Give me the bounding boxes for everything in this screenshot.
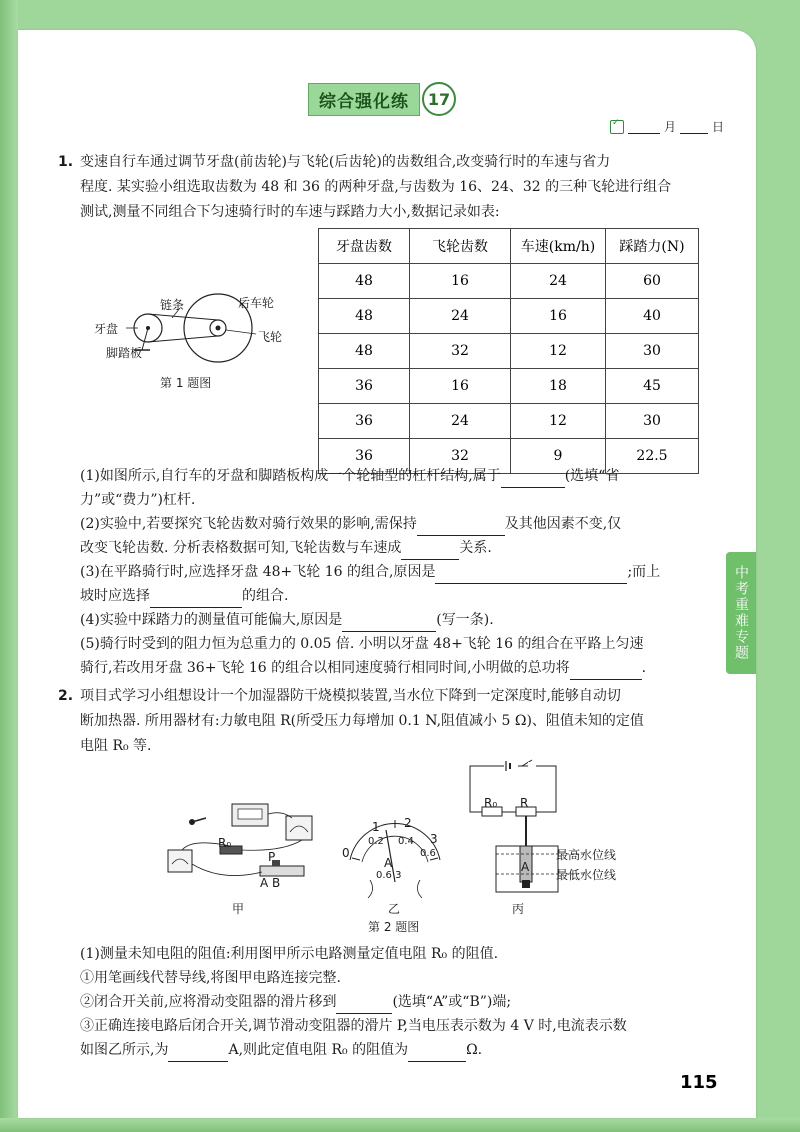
table-cell: 32	[410, 439, 511, 474]
q1-part1-blank[interactable]	[501, 474, 565, 488]
q2-part1: (1)测量未知电阻的阻值:利用图甲所示电路测量定值电阻 R₀ 的阻值.	[80, 946, 499, 962]
fig1-caption: 第 1 题图	[160, 376, 212, 390]
q1-part3-line1: (3)在平路骑行时,应选择牙盘 48+飞轮 16 的组合,原因是 ;而上	[80, 560, 660, 584]
fig2-c-a: A	[521, 860, 530, 874]
q1-stem-line2: 程度. 某实验小组选取齿数为 48 和 36 的两种牙盘,与齿数为 16、24、32 的三种飞轮进行组合	[80, 179, 672, 195]
table-cell: 48	[319, 299, 410, 334]
q1-part2-line1: (2)实验中,若要探究飞轮齿数对骑行效果的影响,需保持 及其他因素不变,仅	[80, 512, 621, 536]
month-blank[interactable]	[628, 120, 660, 134]
fig2-a-label: 甲	[232, 902, 245, 916]
table-row	[319, 264, 699, 299]
q1-part4-blank[interactable]	[342, 618, 436, 632]
q1-part3-line2: 坡时应选择 的组合.	[80, 584, 288, 608]
fig2-c-label: 丙	[512, 902, 525, 916]
table-cell: 12	[511, 404, 606, 439]
side-tab: 中考重难专题	[726, 552, 756, 674]
table-cell: 48	[319, 264, 410, 299]
table-cell: 12	[511, 334, 606, 369]
meter-tick: 0.6	[420, 848, 436, 859]
q2-current-blank[interactable]	[168, 1048, 228, 1062]
date-field	[610, 118, 724, 135]
table-cell: 30	[606, 334, 699, 369]
table-cell: 36	[319, 404, 410, 439]
section-title	[308, 84, 464, 114]
calendar-icon	[610, 120, 624, 134]
q2-stem-line1: 项目式学习小组想设计一个加湿器防干烧模拟装置,当水位下降到一定深度时,能够自动切	[80, 688, 621, 704]
table-cell: 48	[319, 334, 410, 369]
q2-resistance-blank[interactable]	[408, 1048, 466, 1062]
fig2-apparatus	[162, 802, 332, 892]
q1-part2-blank1[interactable]	[417, 522, 505, 536]
month-label: 月	[664, 120, 677, 134]
q1-part1-line1: (1)如图所示,自行车的牙盘和脚踏板构成一个轮轴型的杠杆结构,属于 (选填“省	[80, 464, 619, 488]
q1-part4: (4)实验中踩踏力的测量值可能偏大,原因是 (写一条).	[80, 608, 494, 632]
q2-step2: ②闭合开关前,应将滑动变阻器的滑片移到 (选填“A”或“B”)端;	[80, 990, 511, 1014]
title-number: 17	[422, 82, 456, 116]
q1-part3-blank2[interactable]	[150, 594, 242, 608]
table-header: 飞轮齿数	[410, 229, 511, 264]
q1-part5-blank[interactable]	[570, 666, 642, 680]
day-blank[interactable]	[680, 120, 708, 134]
q1-number: 1.	[58, 154, 74, 170]
q2-stem-line2: 断加热器. 所用器材有:力敏电阻 R(所受压力每增加 0.1 N,阻值减小 5 Ω)、阻值未知的定值	[80, 713, 644, 729]
table-cell: 16	[410, 369, 511, 404]
fig2-water-circuit	[466, 762, 566, 898]
fig2-a-ab: A B	[260, 876, 281, 890]
q1-part1-line2: 力”或“费力”)杠杆.	[80, 492, 196, 508]
meter-tick: 1	[372, 820, 380, 834]
day-label: 日	[712, 120, 725, 134]
table-cell: 16	[410, 264, 511, 299]
q2-number: 2.	[58, 688, 74, 704]
table-row	[319, 299, 699, 334]
table-cell: 30	[606, 404, 699, 439]
table-cell: 45	[606, 369, 699, 404]
q2-step3-line1: ③正确连接电路后闭合开关,调节滑动变阻器的滑片 P,当电压表示数为 4 V 时,电流表示数	[80, 1018, 627, 1034]
table-cell: 16	[511, 299, 606, 334]
meter-unit: A	[384, 856, 393, 870]
table-row	[319, 369, 699, 404]
table-header: 踩踏力(N)	[606, 229, 699, 264]
q1-stem-line3: 测试,测量不同组合下匀速骑行时的车速与踩踏力大小,数据记录如表:	[80, 204, 500, 220]
table-cell: 18	[511, 369, 606, 404]
table-cell: 36	[319, 439, 410, 474]
meter-tick: 0.2	[368, 836, 384, 847]
table-cell: 9	[511, 439, 606, 474]
fig2-caption: 第 2 题图	[368, 920, 420, 934]
page-number: 115	[680, 1072, 718, 1093]
meter-tick: 0.4	[398, 836, 414, 847]
title-text: 综合强化练	[308, 83, 420, 116]
table-cell: 36	[319, 369, 410, 404]
q2-step1: ①用笔画线代替导线,将图甲电路连接完整.	[80, 970, 341, 986]
table-cell: 24	[410, 404, 511, 439]
q1-part5-line2: 骑行,若改用牙盘 36+飞轮 16 的组合以相同速度骑行相同时间,小明做的总功将 .	[80, 656, 646, 680]
fig2-a-p: P	[268, 850, 276, 864]
q1-data-table	[318, 228, 699, 474]
table-header: 牙盘齿数	[319, 229, 410, 264]
q1-part5-line1: (5)骑行时受到的阻力恒为总重力的 0.05 倍. 小明以牙盘 48+飞轮 16 的组合在平路上匀速	[80, 636, 644, 652]
meter-terminals: 0.6 3	[376, 870, 402, 881]
meter-tick: 2	[404, 816, 412, 830]
fig2-a-r0: R₀	[218, 836, 232, 850]
table-cell: 60	[606, 264, 699, 299]
fig2-c-r0: R₀	[484, 796, 498, 810]
fig1-pedal-label: 脚踏板	[106, 346, 143, 360]
q1-stem-line1: 变速自行车通过调节牙盘(前齿轮)与飞轮(后齿轮)的齿数组合,改变骑行时的车速与省力	[80, 154, 611, 170]
page-edge-left	[0, 0, 18, 1132]
fig2-c-r: R	[520, 796, 529, 810]
fig1-chainring-label: 牙盘	[94, 322, 119, 336]
q1-part2-line2: 改变飞轮齿数. 分析表格数据可知,飞轮齿数与车速成 关系.	[80, 536, 492, 560]
table-cell: 32	[410, 334, 511, 369]
table-row	[319, 404, 699, 439]
q2-step2-blank[interactable]	[336, 1000, 392, 1014]
page-edge-bottom	[0, 1118, 800, 1132]
fig1-rear-wheel-label: 后车轮	[238, 296, 275, 310]
fig1-flywheel-label: 飞轮	[258, 330, 283, 344]
water-low-label: 最低水位线	[556, 868, 617, 882]
table-cell: 22.5	[606, 439, 699, 474]
water-high-label: 最高水位线	[556, 848, 617, 862]
q1-part3-blank1[interactable]	[435, 570, 627, 584]
table-header: 车速(km/h)	[511, 229, 606, 264]
fig2-b-label: 乙	[388, 902, 401, 916]
fig1-chain-label: 链条	[160, 298, 185, 312]
table-header-row	[319, 229, 699, 264]
table-cell: 40	[606, 299, 699, 334]
q2-step3-line2: 如图乙所示,为 A,则此定值电阻 R₀ 的阻值为 Ω.	[80, 1038, 482, 1062]
table-cell: 24	[410, 299, 511, 334]
meter-tick: 0	[342, 846, 350, 860]
table-row	[319, 334, 699, 369]
q2-stem-line3: 电阻 R₀ 等.	[80, 738, 152, 754]
q1-part2-blank2[interactable]	[401, 546, 459, 560]
table-cell: 24	[511, 264, 606, 299]
meter-tick: 3	[430, 832, 438, 846]
